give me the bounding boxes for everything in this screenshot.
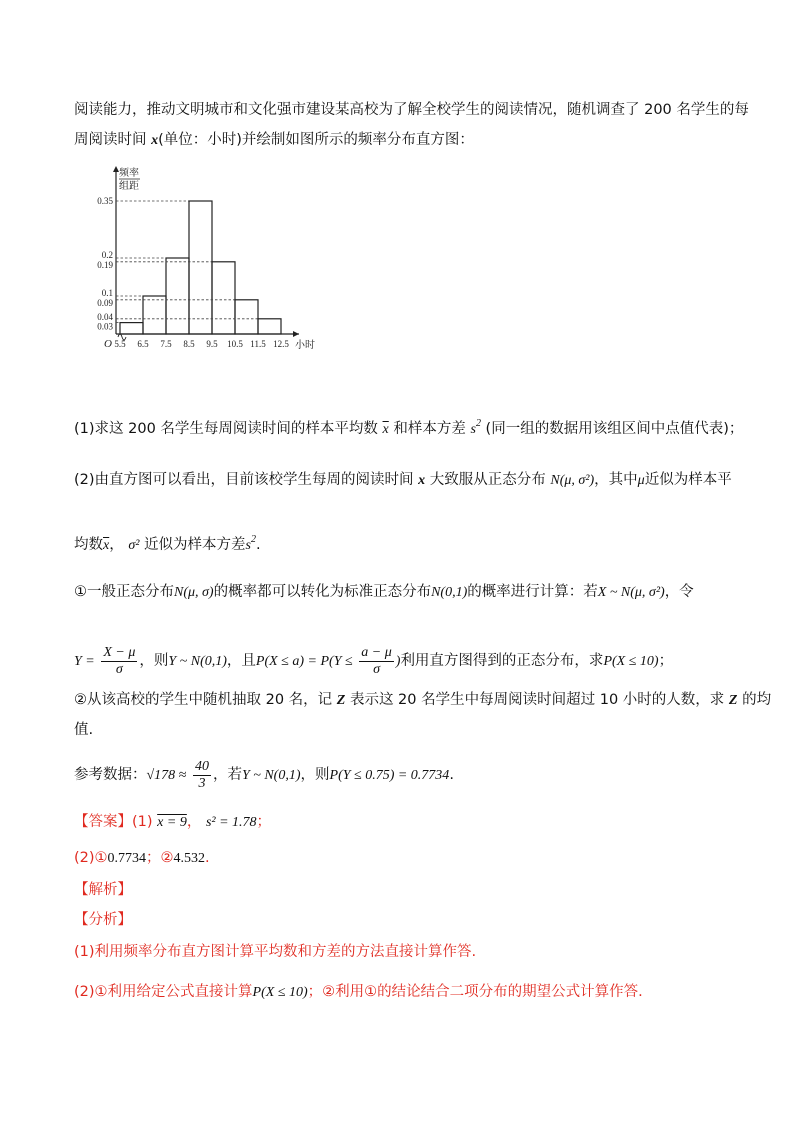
sqrt-178: √178 ≈ <box>146 768 187 783</box>
text: ②从该高校的学生中随机抽取 20 名，记 <box>74 692 337 708</box>
s: s <box>245 538 251 553</box>
text: ； <box>658 653 674 669</box>
prob-b-post: ) <box>395 654 401 669</box>
text: ， <box>109 537 124 553</box>
y-label-bottom: 组距 <box>119 181 139 192</box>
text: (同一组的数据用该组区间中点值代表)； <box>485 421 744 437</box>
numerator: a − μ <box>361 644 392 660</box>
prob-10: P(X ≤ 10) <box>603 654 659 669</box>
xbar-symbol: $\overline{x}$ <box>382 422 389 437</box>
xbar-symbol: $\overline{x}$ <box>103 538 110 553</box>
text: . <box>256 537 261 553</box>
numerator: 40 <box>194 758 209 774</box>
xbar-eq <box>157 815 187 830</box>
sub-question-2-line-1 <box>74 690 771 711</box>
fenxi-label: 【分析】 <box>74 912 132 928</box>
text: 近似为样本平 <box>644 472 732 488</box>
text: ； <box>256 814 272 830</box>
analysis-label: 【解析】 <box>74 882 132 898</box>
fraction <box>359 645 393 678</box>
var-z: Z <box>336 693 346 708</box>
denominator: σ <box>115 661 123 677</box>
text: (2)① <box>74 850 108 866</box>
answer-value-1: 0.7734 <box>107 851 147 866</box>
numerator: X − μ <box>103 644 136 660</box>
s2-symbol: $s^2$ <box>470 418 481 437</box>
sub-question-1-line-1 <box>74 582 694 603</box>
normal-dist: N(μ, σ²) <box>550 473 595 488</box>
y-std: Y ~ N(0,1) <box>241 768 301 783</box>
text: ，其中 <box>594 472 638 488</box>
histogram-bar <box>166 258 189 334</box>
text: (2)由直方图可以看出，目前该校学生每周的阅读时间 <box>74 472 419 488</box>
x-tick-label: 11.5 <box>250 339 266 349</box>
problem-line-2 <box>74 130 474 151</box>
question-1 <box>74 414 743 440</box>
denominator: 3 <box>198 775 206 791</box>
text: ；②利用①的结论结合二项分布的期望公式计算作答. <box>307 984 643 1000</box>
fraction-40-3 <box>193 759 211 792</box>
y-tick-label: 0.2 <box>101 250 113 260</box>
sub-question-1-line-2 <box>74 644 673 679</box>
xbar-value: x = 9 <box>157 815 187 830</box>
x-tick-label: 7.5 <box>160 339 172 349</box>
answer-value-2: 4.532 <box>173 851 206 866</box>
prob-10: P(X ≤ 10) <box>252 985 308 1000</box>
histogram-bar <box>143 296 166 334</box>
text: . <box>205 850 210 866</box>
s2-value: s² = 1.78 <box>205 815 257 830</box>
text: ，则 <box>300 767 330 783</box>
text: 的概率进行计算：若 <box>467 584 598 600</box>
origin-label: O <box>104 338 112 350</box>
histogram-svg <box>74 162 324 367</box>
frequency-histogram <box>74 162 324 371</box>
std-normal: N(0,1) <box>431 585 468 600</box>
answer-line-1 <box>74 812 271 833</box>
problem-line-1: 阅读能力，推动文明城市和文化强市建设某高校为了解全校学生的阅读情况，随机调查了 200 名学生的每 <box>74 102 749 118</box>
text: 的概率都可以转化为标准正态分布 <box>213 584 432 600</box>
y-std: Y ~ N(0,1) <box>168 654 227 669</box>
histogram-bar <box>212 262 235 334</box>
y-tick-label: 0.1 <box>101 288 113 298</box>
question-2-line-1 <box>74 470 732 491</box>
s2-symbol: $s^2$ <box>245 534 256 553</box>
text: ；② <box>146 850 174 866</box>
x-tick-label: 5.5 <box>114 339 126 349</box>
answer-label: 【答案】(1) <box>74 814 153 830</box>
y-eq: Y = <box>74 654 95 669</box>
y-label-top: 频率 <box>119 168 139 179</box>
x-axis-arrow <box>293 331 299 337</box>
s: s <box>470 422 476 437</box>
text: 和样本方差 <box>393 421 466 437</box>
mu-symbol: μ <box>637 473 645 488</box>
var-x: x <box>151 133 159 148</box>
histogram-bar <box>235 300 258 334</box>
denominator: σ <box>373 661 380 677</box>
text: 的均 <box>737 692 772 708</box>
text: . <box>449 767 454 783</box>
histogram-bar <box>120 323 143 334</box>
answer-line-2 <box>74 848 210 869</box>
text: (单位：小时)并绘制如图所示的频率分布直方图： <box>158 132 474 148</box>
y-tick-label: 0.03 <box>97 321 113 332</box>
text: ，则 <box>139 653 169 669</box>
text: ，且 <box>226 653 256 669</box>
prob-a: P(X ≤ a) = P <box>255 654 330 669</box>
analysis-1: (1)利用频率分布直方图计算平均数和方差的方法直接计算作答. <box>74 944 477 960</box>
text: 表示这 20 名学生中每周阅读时间超过 10 小时的人数，求 <box>345 692 729 708</box>
text: (1)求这 200 名学生每周阅读时间的样本平均数 <box>74 421 378 437</box>
text: 大致服从正态分布 <box>425 472 546 488</box>
x-normal: X ~ N(μ, σ²) <box>597 585 665 600</box>
text: 参考数据： <box>74 767 147 783</box>
x-axis-label: 小时 <box>295 340 315 351</box>
x-tick-label: 9.5 <box>206 339 218 349</box>
y-tick-label: 0.35 <box>97 196 113 206</box>
sub-question-2-line-2: 值. <box>74 722 94 738</box>
x-tick-label: 10.5 <box>227 339 243 349</box>
var-z: Z <box>728 693 738 708</box>
text: ，若 <box>212 767 242 783</box>
fraction <box>101 645 137 678</box>
text: 近似为样本方差 <box>144 537 246 553</box>
text: ， <box>186 814 202 830</box>
text: 周阅读时间 <box>74 132 152 148</box>
text: 均数 <box>74 537 103 553</box>
question-2-line-2 <box>74 530 261 556</box>
x-tick-label: 12.5 <box>273 339 289 349</box>
analysis-2 <box>74 982 643 1003</box>
histogram-bar <box>258 319 281 334</box>
x-tick-label: 6.5 <box>137 339 149 349</box>
text: ①一般正态分布 <box>74 584 174 600</box>
y-tick-label: 0.04 <box>97 311 113 322</box>
var-x: x <box>418 473 426 488</box>
text: 利用直方图得到的正态分布，求 <box>400 653 604 669</box>
y-tick-label: 0.09 <box>97 297 113 308</box>
prob-075: P(Y ≤ 0.75) = 0.7734 <box>329 768 450 783</box>
x-tick-label: 8.5 <box>183 339 195 349</box>
prob-b-pre: (Y ≤ <box>329 654 353 669</box>
normal-dist: N(μ, σ) <box>174 585 214 600</box>
text: (2)①利用给定公式直接计算 <box>74 984 253 1000</box>
reference-data <box>74 758 454 793</box>
sigma2-symbol: σ² <box>128 538 140 553</box>
text: ，令 <box>664 584 694 600</box>
histogram-bar <box>189 201 212 334</box>
y-tick-label: 0.19 <box>97 259 113 270</box>
